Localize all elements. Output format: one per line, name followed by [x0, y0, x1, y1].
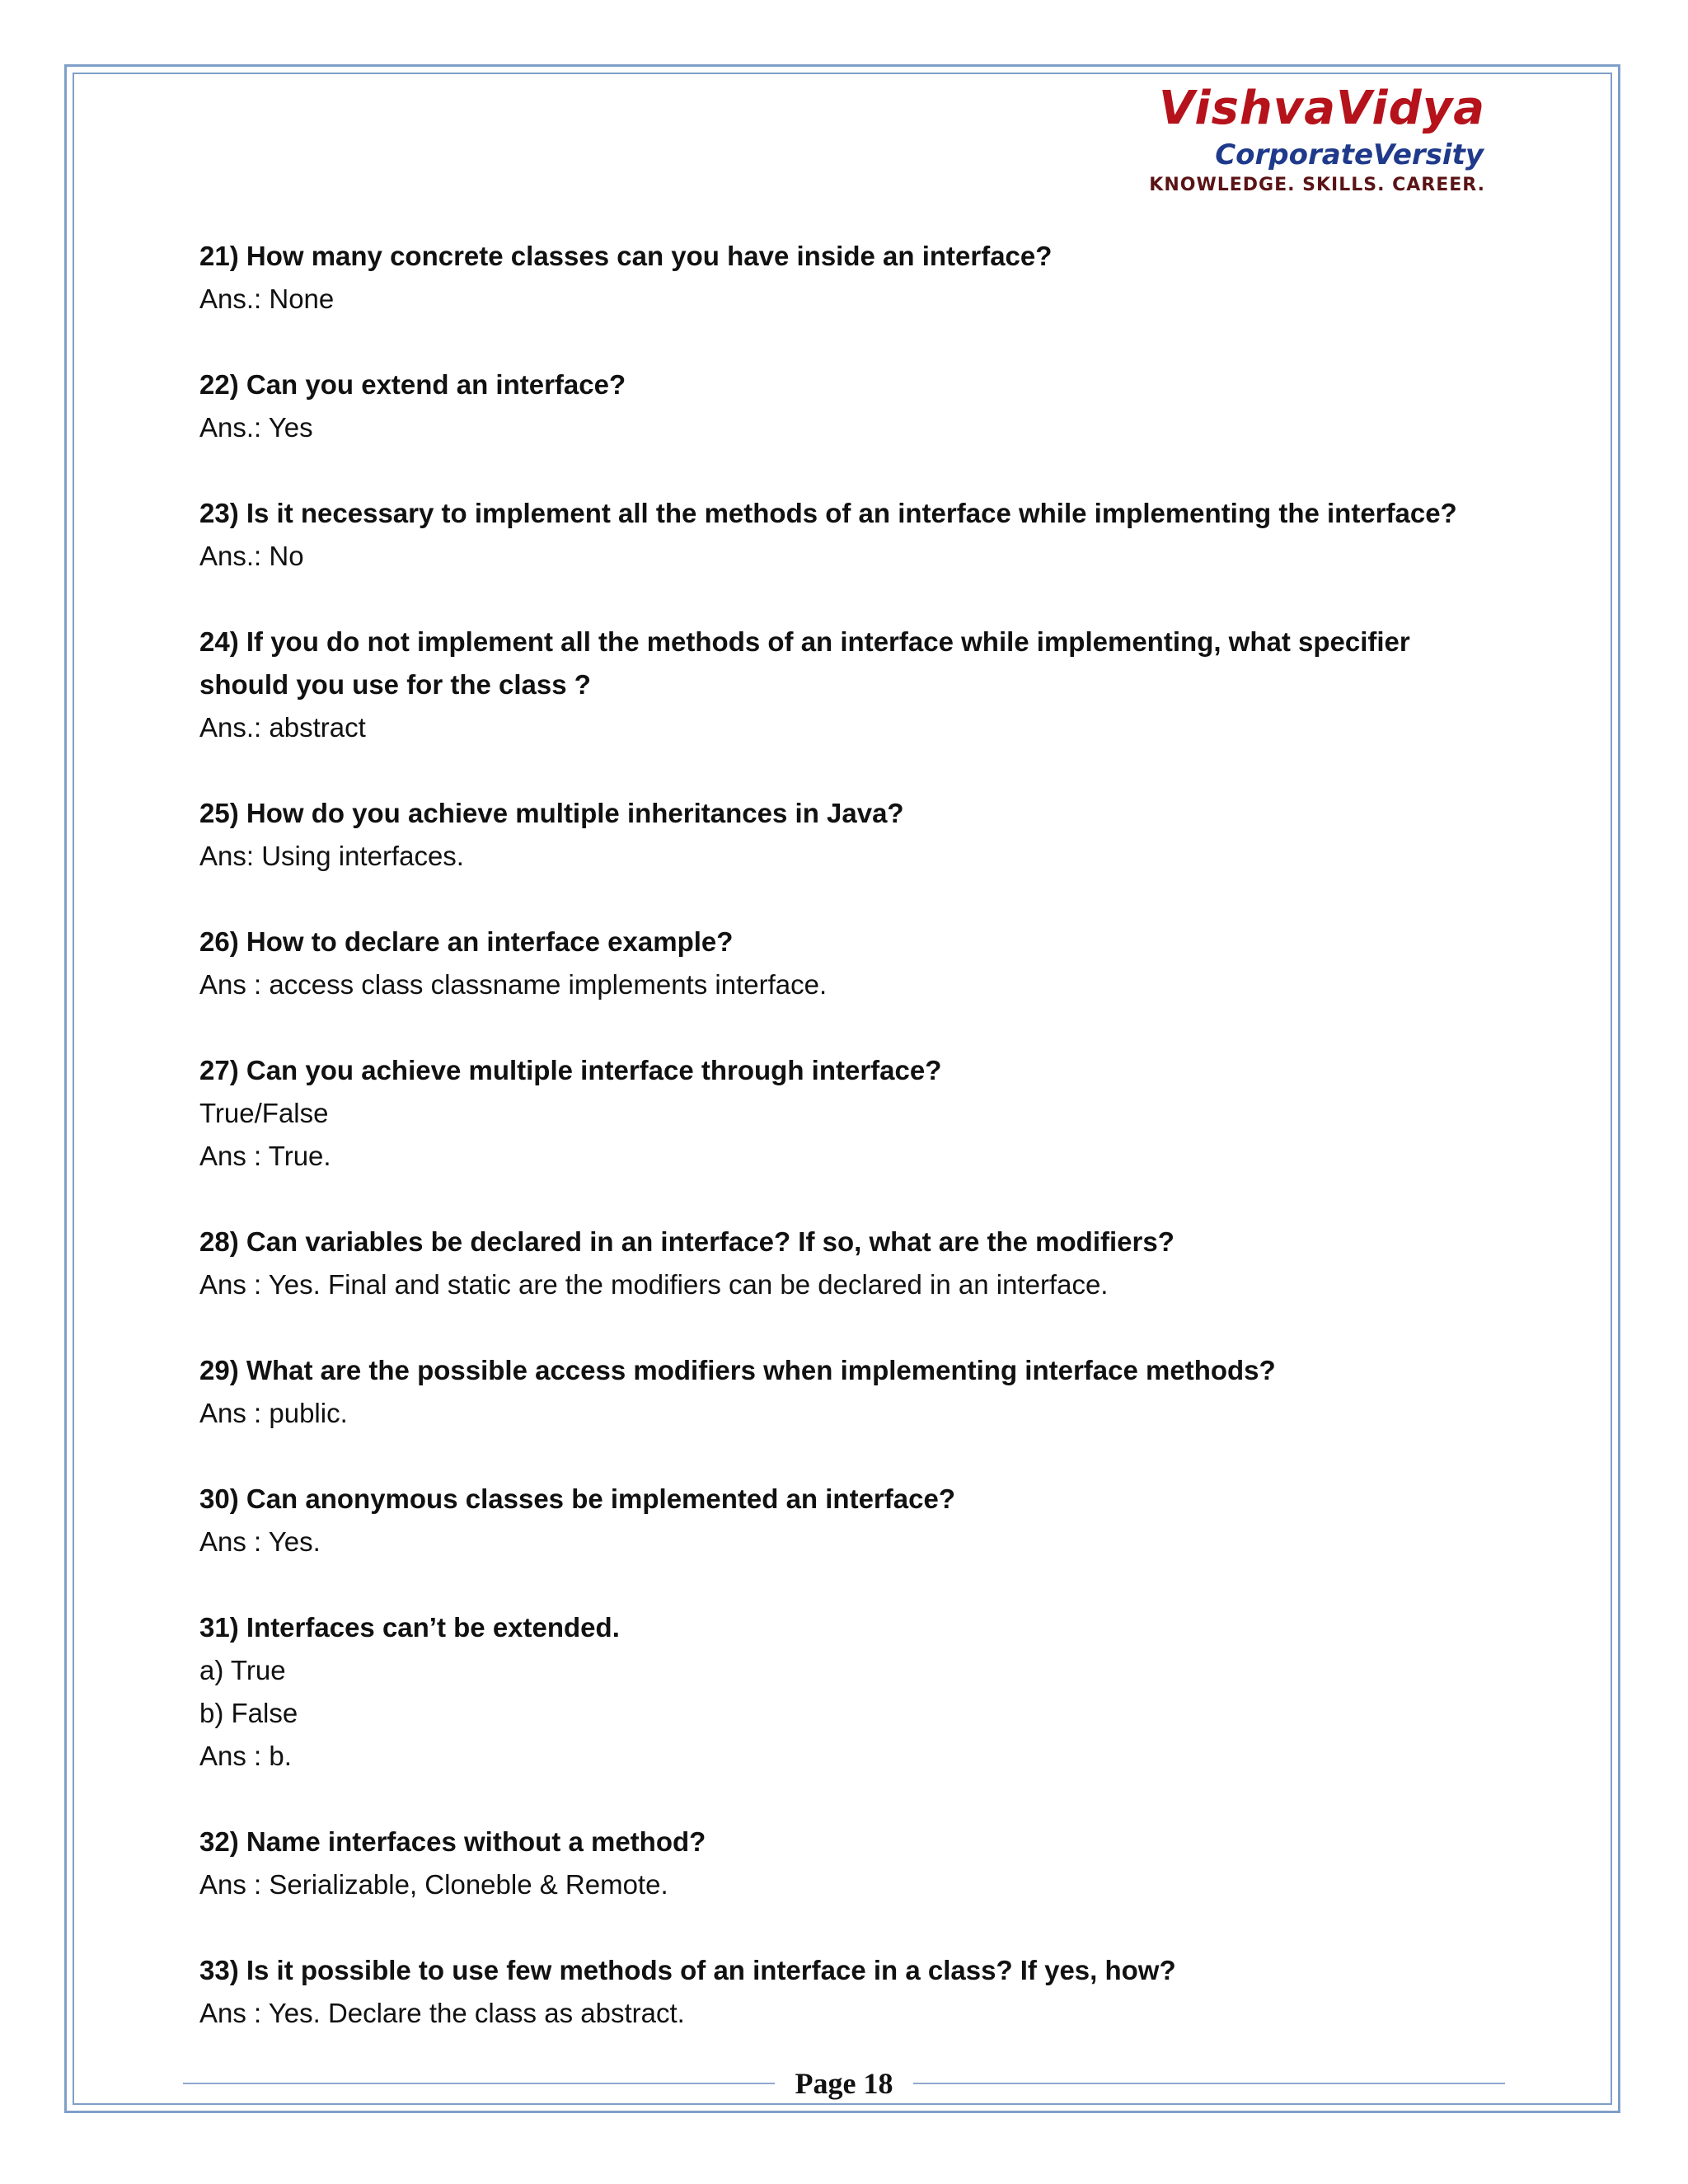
qa-item [199, 1606, 1502, 1778]
qa-item [199, 1221, 1502, 1306]
vishvavidya-logo [1149, 81, 1485, 198]
answer: Ans : Yes. [199, 1526, 321, 1557]
question: 25) How do you achieve multiple inheritances in Java? [199, 798, 904, 828]
qa-item [199, 1821, 1502, 1906]
footer-rule-right [913, 2083, 1505, 2084]
qa-item [199, 621, 1502, 749]
qa-item [199, 921, 1502, 1006]
question: 32) Name interfaces without a method? [199, 1826, 706, 1857]
question: 21) How many concrete classes can you have inside an interface? [199, 241, 1053, 271]
question: 28) Can variables be declared in an interface? If so, what are the modifiers? [199, 1226, 1175, 1257]
answer: Ans : True. [199, 1141, 331, 1171]
answer: Ans : Yes. Final and static are the modifiers can be declared in an interface. [199, 1269, 1109, 1300]
answer-option-line: True/False [199, 1098, 329, 1128]
answer: Ans.: None [199, 284, 335, 314]
logo-title: VishvaVidya [1159, 82, 1485, 135]
question: 30) Can anonymous classes be implemented an interface? [199, 1483, 955, 1514]
answer: Ans.: No [199, 541, 304, 571]
qa-list [199, 235, 1502, 2078]
answer: Ans : access class classname implements interface. [199, 969, 828, 1000]
footer-rule-left [183, 2083, 775, 2084]
question: 29) What are the possible access modifiers when implementing interface methods? [199, 1355, 1276, 1385]
question: 22) Can you extend an interface? [199, 369, 626, 400]
qa-item [199, 1049, 1502, 1178]
answer: Ans : Yes. Declare the class as abstract. [199, 1998, 685, 2028]
logo-tagline: KNOWLEDGE. SKILLS. CAREER. [1149, 175, 1485, 195]
qa-item [199, 1478, 1502, 1563]
question: 33) Is it possible to use few methods of an interface in a class? If yes, how? [199, 1955, 1176, 1985]
qa-item [199, 1349, 1502, 1435]
question: 24) If you do not implement all the methods of an interface while implementing, what specifier should you use for the class ? [199, 626, 1410, 700]
answer: Ans.: Yes [199, 412, 313, 443]
answer: Ans : b. [199, 1741, 292, 1771]
answer: Ans : public. [199, 1398, 348, 1428]
qa-item [199, 235, 1502, 321]
page-footer [183, 2059, 1505, 2108]
answer: Ans: Using interfaces. [199, 841, 464, 871]
question: 31) Interfaces can’t be extended. [199, 1612, 620, 1643]
answer-option-a: a) True [199, 1655, 286, 1685]
qa-item [199, 1949, 1502, 2035]
answer: Ans.: abstract [199, 712, 366, 743]
answer-option-b: b) False [199, 1698, 298, 1728]
page-number: Page 18 [795, 2067, 893, 2100]
qa-item [199, 492, 1502, 578]
question: 23) Is it necessary to implement all the methods of an interface while implementing the interface? [199, 498, 1457, 528]
question: 26) How to declare an interface example? [199, 926, 734, 957]
qa-item [199, 792, 1502, 878]
answer: Ans : Serializable, Cloneble & Remote. [199, 1869, 668, 1900]
qa-item [199, 363, 1502, 449]
question: 27) Can you achieve multiple interface through interface? [199, 1055, 942, 1085]
logo-subtitle: CorporateVersity [1215, 138, 1484, 171]
